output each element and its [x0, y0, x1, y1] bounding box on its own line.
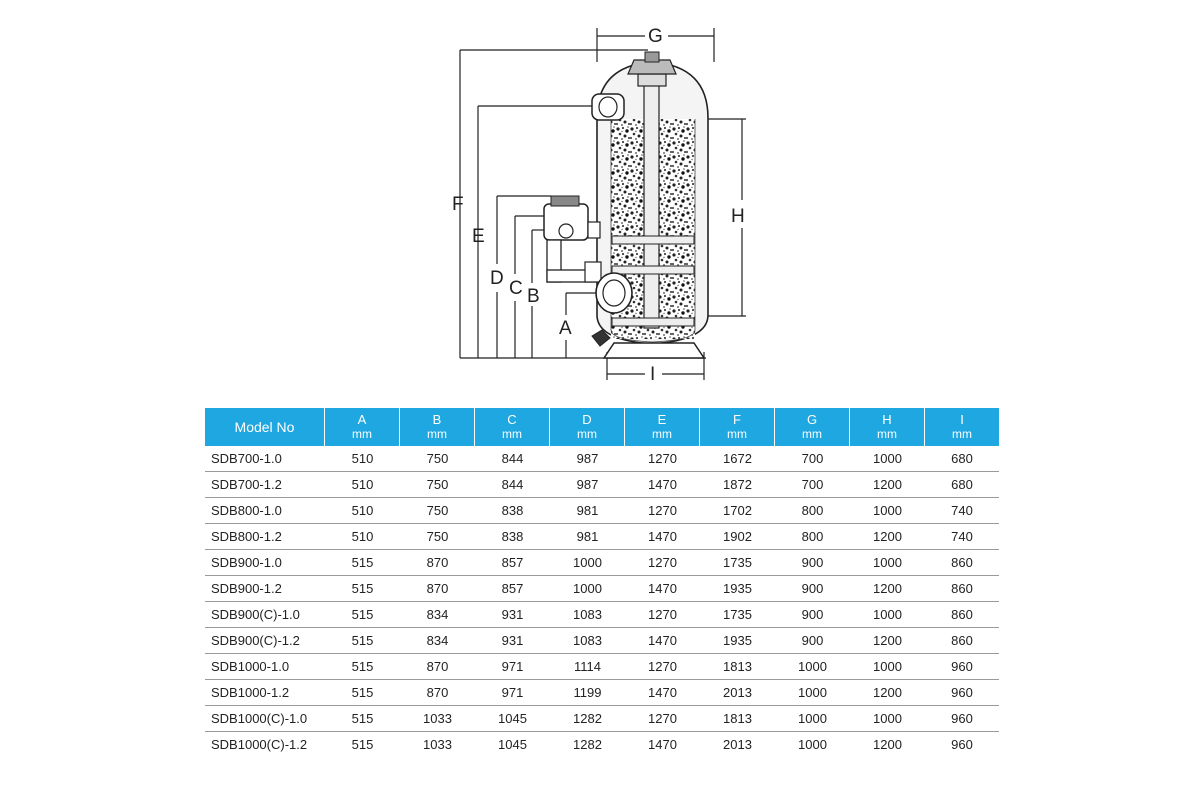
- cell-h: 1200: [850, 576, 925, 602]
- cell-f: 2013: [700, 680, 775, 706]
- dim-label-e: E: [472, 226, 485, 247]
- cell-e: 1270: [625, 550, 700, 576]
- cell-b: 870: [400, 576, 475, 602]
- header-col-b-unit: mm: [427, 427, 447, 441]
- cell-model: SDB700-1.2: [205, 472, 325, 498]
- cell-a: 510: [325, 524, 400, 550]
- cell-a: 515: [325, 602, 400, 628]
- table-row: [205, 446, 999, 472]
- cell-e: 1470: [625, 628, 700, 654]
- header-col-a-name: A: [357, 412, 367, 427]
- cell-a: 510: [325, 446, 400, 472]
- table-row: [205, 732, 999, 757]
- cell-a: 515: [325, 706, 400, 732]
- cell-a: 515: [325, 680, 400, 706]
- table-row: [205, 576, 999, 602]
- lower-manhole: [596, 273, 632, 313]
- cell-d: 1000: [550, 550, 625, 576]
- cell-i: 960: [951, 737, 973, 752]
- dim-label-f: F: [452, 194, 464, 215]
- dim-label-h: H: [731, 206, 745, 227]
- dim-label-a: A: [559, 318, 572, 339]
- cell-model: SDB900-1.0: [205, 550, 325, 576]
- dim-label-b: B: [527, 286, 540, 307]
- dim-label-c: C: [509, 278, 523, 299]
- header-col-g-unit: mm: [802, 427, 822, 441]
- cell-h: 1000: [850, 550, 925, 576]
- cell-i: 960: [925, 654, 999, 680]
- cell-d: 987: [550, 472, 625, 498]
- header-col-e-unit: mm: [652, 427, 672, 441]
- cell-model: SDB1000(C)-1.2: [211, 737, 308, 752]
- cell-c: 838: [475, 524, 550, 550]
- header-col-b-name: B: [432, 412, 442, 427]
- table-row: [205, 472, 999, 498]
- cell-d: 981: [550, 524, 625, 550]
- cell-i: 740: [925, 498, 999, 524]
- header-col-g-name: G: [806, 412, 818, 427]
- header-col-a: [325, 408, 400, 446]
- cell-i: 680: [925, 472, 999, 498]
- cell-h: 1200: [850, 680, 925, 706]
- cell-model: SDB900(C)-1.0: [205, 602, 325, 628]
- table-row: [205, 550, 999, 576]
- cell-g: 900: [775, 602, 850, 628]
- cell-g: 800: [775, 524, 850, 550]
- cell-d: 987: [550, 446, 625, 472]
- cell-h: 1000: [850, 446, 925, 472]
- header-col-f-unit: mm: [727, 427, 747, 441]
- cell-c: 931: [475, 628, 550, 654]
- cell-c: 844: [475, 472, 550, 498]
- header-col-e: [625, 408, 700, 446]
- header-col-i: [925, 408, 999, 446]
- header-col-f-name: F: [733, 412, 741, 427]
- cell-d: 1114: [550, 654, 625, 680]
- cell-model: SDB800-1.2: [205, 524, 325, 550]
- header-col-h-unit: mm: [877, 427, 897, 441]
- cell-a: 510: [325, 498, 400, 524]
- cell-g: 900: [775, 550, 850, 576]
- cell-g: 1000: [775, 654, 850, 680]
- table-row: [205, 498, 999, 524]
- cell-a: 515: [325, 628, 400, 654]
- header-col-d-name: D: [582, 412, 592, 427]
- cell-i: 860: [925, 550, 999, 576]
- cell-f: 1935: [700, 576, 775, 602]
- cell-h: 1000: [850, 654, 925, 680]
- cell-f: 1935: [700, 628, 775, 654]
- cell-b: 750: [400, 524, 475, 550]
- cell-a: 515: [325, 576, 400, 602]
- header-col-h-name: H: [882, 412, 892, 427]
- cell-g: 700: [775, 472, 850, 498]
- cell-h: 1000: [850, 706, 925, 732]
- table-row: [205, 654, 999, 680]
- cell-g: 700: [775, 446, 850, 472]
- header-col-d-unit: mm: [577, 427, 597, 441]
- cell-g: 1000: [775, 706, 850, 732]
- cell-f: 1872: [700, 472, 775, 498]
- cell-i: 860: [925, 628, 999, 654]
- cell-h: 1200: [850, 472, 925, 498]
- cell-i: 860: [925, 602, 999, 628]
- spec-table: [205, 408, 999, 757]
- header-col-c-unit: mm: [502, 427, 522, 441]
- header-col-b: [400, 408, 475, 446]
- cell-e: 1270: [625, 446, 700, 472]
- header-col-d: [550, 408, 625, 446]
- cell-model: SDB1000(C)-1.0: [205, 706, 325, 732]
- table-body: [205, 446, 999, 757]
- cell-c: 971: [475, 654, 550, 680]
- header-col-f: [700, 408, 775, 446]
- cell-e: 1470: [625, 576, 700, 602]
- cell-e: 1270: [625, 498, 700, 524]
- cell-e: 1270: [625, 602, 700, 628]
- header-col-i-unit: mm: [952, 427, 972, 441]
- cell-d: 1083: [550, 602, 625, 628]
- riser-pipe: [644, 84, 659, 328]
- cell-d: 1282: [550, 706, 625, 732]
- table-header-row: [205, 408, 999, 446]
- cell-f: 1702: [700, 498, 775, 524]
- cell-c: 857: [475, 576, 550, 602]
- header-model: Model No: [205, 408, 325, 446]
- cell-b: 1033: [400, 706, 475, 732]
- cell-model: SDB1000-1.2: [205, 680, 325, 706]
- cell-model: SDB900-1.2: [205, 576, 325, 602]
- header-col-h: [850, 408, 925, 446]
- header-col-c: [475, 408, 550, 446]
- cell-i: 960: [925, 706, 999, 732]
- table-row: [205, 680, 999, 706]
- cell-c: 857: [475, 550, 550, 576]
- cell-h: 1000: [850, 498, 925, 524]
- cell-b: 750: [400, 472, 475, 498]
- cell-f: 1813: [700, 654, 775, 680]
- cell-b: 870: [400, 680, 475, 706]
- cell-b: 750: [400, 498, 475, 524]
- header-col-g: [775, 408, 850, 446]
- cell-b: 870: [400, 654, 475, 680]
- cell-e: 1470: [625, 680, 700, 706]
- cell-f: 2013: [723, 737, 752, 752]
- header-col-c-name: C: [507, 412, 517, 427]
- cell-h: 1200: [850, 628, 925, 654]
- cell-h: 1000: [850, 602, 925, 628]
- cell-d: 1000: [550, 576, 625, 602]
- cell-a: 510: [325, 472, 400, 498]
- cell-c: 844: [475, 446, 550, 472]
- header-col-i-name: I: [960, 412, 964, 427]
- cell-e: 1470: [625, 524, 700, 550]
- tank-base: [604, 343, 704, 358]
- table-row: [205, 524, 999, 550]
- cell-g: 900: [775, 628, 850, 654]
- cell-h: 1200: [850, 524, 925, 550]
- cell-b: 870: [400, 550, 475, 576]
- cell-c: 971: [475, 680, 550, 706]
- cell-h: 1200: [873, 737, 902, 752]
- cell-c: 838: [475, 498, 550, 524]
- dim-label-g: G: [648, 26, 663, 47]
- cell-g: 800: [775, 498, 850, 524]
- cell-d: 1083: [550, 628, 625, 654]
- cell-model: SDB800-1.0: [205, 498, 325, 524]
- cell-c: 931: [475, 602, 550, 628]
- upper-port: [592, 94, 624, 120]
- cell-i: 860: [925, 576, 999, 602]
- cell-g: 900: [775, 576, 850, 602]
- cell-b: 834: [400, 602, 475, 628]
- cell-model: SDB900(C)-1.2: [205, 628, 325, 654]
- header-col-a-unit: mm: [352, 427, 372, 441]
- table-row: [205, 628, 999, 654]
- cell-b: 750: [400, 446, 475, 472]
- cell-g: 1000: [775, 680, 850, 706]
- table-row: [205, 706, 999, 732]
- cell-i: 960: [925, 680, 999, 706]
- cell-e: 1470: [648, 737, 677, 752]
- cell-c: 1045: [498, 737, 527, 752]
- header-col-e-name: E: [657, 412, 667, 427]
- cell-e: 1270: [625, 706, 700, 732]
- cell-model: SDB700-1.0: [205, 446, 325, 472]
- cell-d: 1199: [550, 680, 625, 706]
- cell-d: 981: [550, 498, 625, 524]
- cell-f: 1672: [700, 446, 775, 472]
- cell-f: 1813: [700, 706, 775, 732]
- table-row: [205, 602, 999, 628]
- dim-label-i: I: [650, 364, 656, 385]
- cell-e: 1470: [625, 472, 700, 498]
- cell-g: 1000: [798, 737, 827, 752]
- cell-i: 740: [925, 524, 999, 550]
- cell-f: 1902: [700, 524, 775, 550]
- cell-model: SDB1000-1.0: [205, 654, 325, 680]
- cell-b: 1033: [423, 737, 452, 752]
- cell-d: 1282: [573, 737, 602, 752]
- multiport-valve: [544, 196, 601, 282]
- cell-f: 1735: [700, 550, 775, 576]
- cell-a: 515: [351, 737, 374, 752]
- cell-a: 515: [325, 654, 400, 680]
- cell-a: 515: [325, 550, 400, 576]
- cell-f: 1735: [700, 602, 775, 628]
- cell-e: 1270: [625, 654, 700, 680]
- dim-label-d: D: [490, 268, 504, 289]
- cell-i: 680: [925, 446, 999, 472]
- cell-c: 1045: [475, 706, 550, 732]
- cell-b: 834: [400, 628, 475, 654]
